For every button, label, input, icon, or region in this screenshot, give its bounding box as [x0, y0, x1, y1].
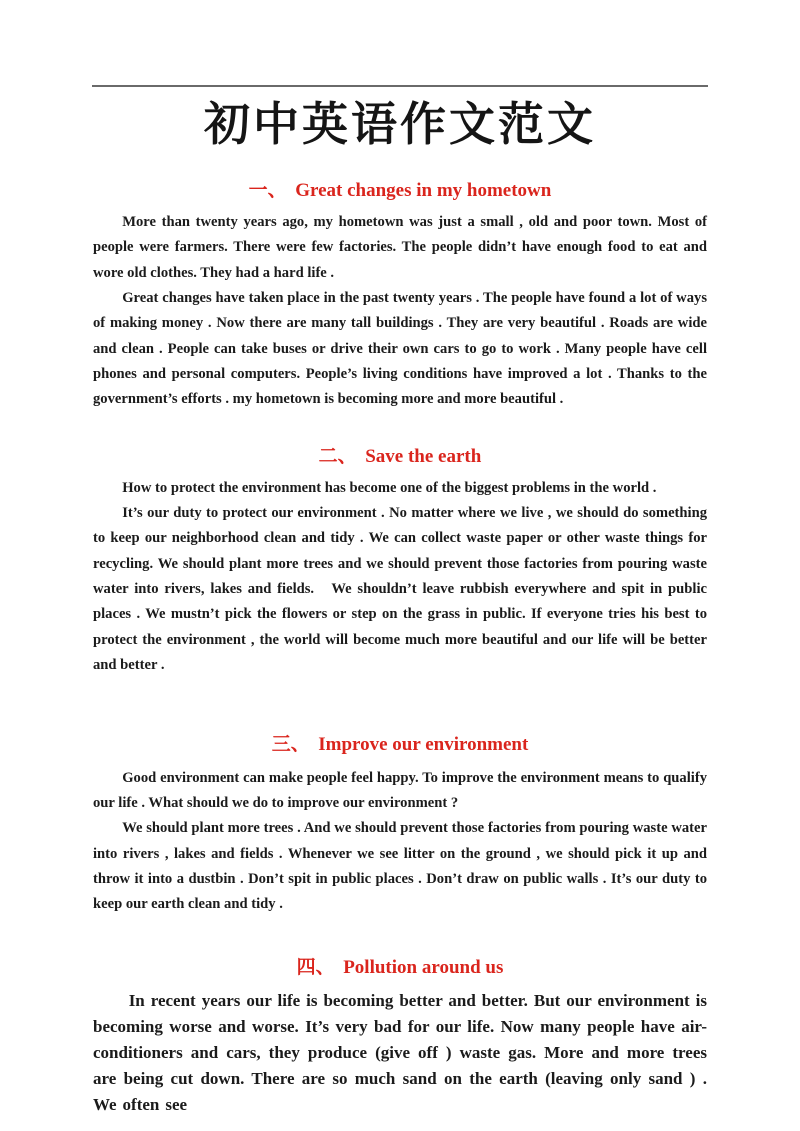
section-number: 三、: [271, 733, 310, 755]
essay-paragraph: It’s our duty to protect our environment . No matter where we live , we should do something to keep our neighborhood clean and tidy . We can collect waste paper or other waste things for recycling. We should plant more trees and we should prevent those factories from pouring waste water into rivers, lakes and fields. We shouldn’t leave rubbish everywhere and spit in public places . We mustn’t pick the flowers or step on the grass in public. If everyone tries his best to protect the environment , the world will become much more beautiful and our life will be better and better .: [93, 505, 707, 674]
section-heading: [93, 957, 707, 979]
horizontal-rule: [92, 85, 708, 87]
essay-section-4: [93, 957, 707, 1118]
section-title: Great changes in my hometown: [295, 180, 552, 201]
section-title: Save the earth: [365, 445, 482, 467]
section-title: Pollution around us: [343, 956, 504, 978]
essay-section-3: [93, 734, 707, 918]
section-heading: [93, 446, 707, 468]
essay-paragraph: More than twenty years ago, my hometown was just a small , old and poor town. Most of people were farmers. There were few factories. The people didn’t have enough food to eat and wore old clothes. They had a hard life .: [93, 214, 707, 281]
document-title: 初中英语作文范文: [204, 97, 596, 151]
essay-paragraph: In recent years our life is becoming better and better. But our environment is becoming worse and worse. It’s very bad for our life. Now many people have air-conditioners and cars, they produce (give off ) waste gas. More and more trees are being cut down. There are so much sand on the earth (leaving only sand ) . We often see: [93, 990, 707, 1114]
essay-paragraph: How to protect the environment has become one of the biggest problems in the world .: [122, 479, 657, 496]
essay-section-1: [93, 180, 707, 413]
essay-paragraph: Great changes have taken place in the past twenty years . The people have found a lot of ways of making money . Now there are many tall buildings . They are very beautiful . Roads are wide and clean . People can take buses or drive their own cars to go to work . Many people have cell phones and personal computers. People’s living conditions have improved a lot . Thanks to the government’s efforts . my hometown is becoming more and more beautiful .: [93, 290, 707, 408]
essay-paragraph: We should plant more trees . And we should prevent those factories from pouring waste water into rivers , lakes and fields . Whenever we see litter on the ground , we should pick it up and throw it into a dustbin . Don’t spit in public places . Don’t draw on public walls . It’s our duty to keep our earth clean and tidy .: [93, 820, 707, 913]
essay-section-2: [93, 446, 707, 679]
section-number: 一、: [248, 180, 287, 201]
essay-paragraph: Good environment can make people feel happy. To improve the environment means to qualify our life . What should we do to improve our environment ?: [93, 769, 707, 811]
section-heading: [93, 180, 707, 202]
section-title: Improve our environment: [318, 733, 529, 755]
section-number: 二、: [318, 445, 357, 467]
section-heading: [93, 734, 707, 756]
document-body: [0, 180, 800, 1118]
section-number: 四、: [296, 956, 335, 978]
